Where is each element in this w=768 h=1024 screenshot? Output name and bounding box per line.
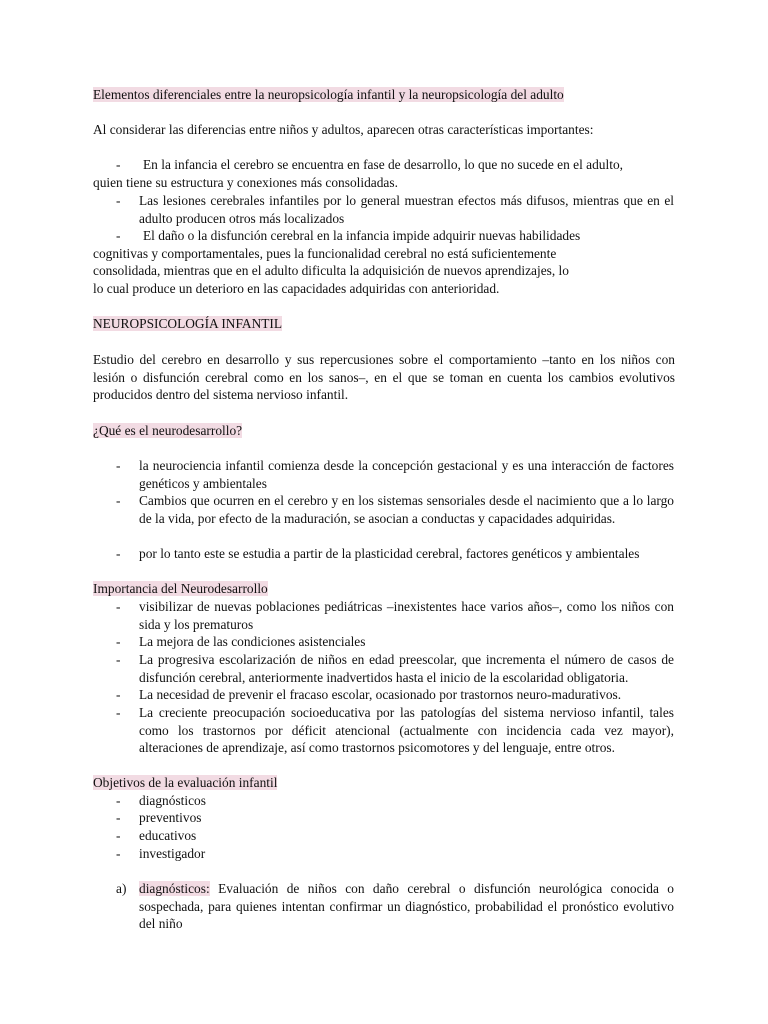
section-title-diferencias: Elementos diferenciales entre la neuropsicología infantil y la neuropsicología del adulto (93, 87, 564, 102)
bullet-dash: - (116, 828, 121, 843)
bullet-dash: - (116, 458, 121, 473)
importancia-item-4: La necesidad de prevenir el fracaso escolar, ocasionado por trastornos neuro-madurativos. (139, 687, 622, 702)
importancia-item-5: La creciente preocupación socioeducativa por las patologías del sistema nervioso infantil, tales como los trastornos por déficit atencional (actualmente con incidencia cada vez mayor), alteraciones de aprendizaje, así como trastornos psicomotores y del lenguaje, entre otros. (139, 705, 674, 756)
neurodesarrollo-item-3: por lo tanto este se estudia a partir de la plasticidad cerebral, factores genéticos y ambientales (139, 546, 640, 561)
bullet-dash: - (116, 810, 121, 825)
importancia-item-1: visibilizar de nuevas poblaciones pediátricas –inexistentes hace varios años–, como los niños con sida y los prematuros (139, 599, 674, 632)
list-marker-a: a) (116, 881, 127, 896)
intro-lead: Al considerar las diferencias entre niños y adultos, aparecen otras características importantes: (93, 122, 594, 137)
intro-bullet-3-line-1: El daño o la disfunción cerebral en la infancia impide adquirir nuevas habilidades (143, 228, 581, 243)
neurodesarrollo-item-2: Cambios que ocurren en el cerebro y en los sistemas sensoriales desde el nacimiento que a lo largo de la vida, por efecto de la maduración, se asocian a conductas y capacidades adquiridas. (139, 493, 674, 526)
intro-bullet-1-line-1: En la infancia el cerebro se encuentra en fase de desarrollo, lo que no sucede en el adulto, (143, 157, 623, 172)
objetivo-item-educativos: educativos (139, 828, 197, 843)
section-title-neurodesarrollo: ¿Qué es el neurodesarrollo? (93, 423, 243, 438)
bullet-dash: - (116, 687, 121, 702)
objetivo-item-diagnosticos: diagnósticos (139, 793, 206, 808)
intro-bullet-3-line-2: cognitivas y comportamentales, pues la funcionalidad cerebral no está suficientemente (93, 246, 557, 261)
intro-bullet-3-line-3: consolidada, mientras que en el adulto dificulta la adquisición de nuevos aprendizajes, lo (93, 263, 569, 278)
intro-bullet-2: Las lesiones cerebrales infantiles por lo general muestran efectos más difusos, mientras que en el adulto producen otros más localizados (139, 193, 674, 226)
objetivo-item-preventivos: preventivos (139, 810, 202, 825)
section-title-neuropsicologia-infantil: NEUROPSICOLOGÍA INFANTIL (93, 316, 283, 331)
section-title-importancia: Importancia del Neurodesarrollo (93, 581, 268, 596)
bullet-dash: - (116, 846, 121, 861)
bullet-dash: - (116, 157, 121, 172)
bullet-dash: - (116, 493, 121, 508)
neurodesarrollo-item-1: la neurociencia infantil comienza desde la concepción gestacional y es una interacción de factores genéticos y ambientales (139, 458, 674, 491)
section-title-objetivos: Objetivos de la evaluación infantil (93, 775, 278, 790)
bullet-dash: - (116, 793, 121, 808)
bullet-dash: - (116, 634, 121, 649)
bullet-dash: - (116, 228, 121, 243)
bullet-dash: - (116, 599, 121, 614)
objetivo-item-investigador: investigador (139, 846, 206, 861)
objetivo-detail-diagnosticos (139, 880, 674, 933)
intro-bullet-1-line-2: quien tiene su estructura y conexiones más consolidadas. (93, 175, 398, 190)
bullet-dash: - (116, 652, 121, 667)
bullet-dash: - (116, 546, 121, 561)
objetivo-detail-term: diagnósticos: (139, 881, 210, 896)
bullet-dash: - (116, 193, 121, 208)
intro-bullet-3-line-4: lo cual produce un deterioro en las capacidades adquiridas con anterioridad. (93, 281, 500, 296)
bullet-dash: - (116, 705, 121, 720)
importancia-item-3: La progresiva escolarización de niños en edad preescolar, que incrementa el número de casos de disfunción cerebral, anteriormente inadvertidos hasta el inicio de la escolaridad obligatoria. (139, 652, 674, 685)
neuro-definition: Estudio del cerebro en desarrollo y sus repercusiones sobre el comportamiento –tanto en los niños con lesión o disfunción cerebral como en los sanos–, en el que se toman en cuenta los cambios evolutivos producidos dentro del sistema nervioso infantil. (93, 352, 675, 403)
objetivo-detail-text: Evaluación de niños con daño cerebral o disfunción neurológica conocida o sospechada, para quienes intentan confirmar un diagnóstico, probabilidad el pronóstico evolutivo del niño (139, 881, 674, 932)
importancia-item-2: La mejora de las condiciones asistenciales (139, 634, 366, 649)
